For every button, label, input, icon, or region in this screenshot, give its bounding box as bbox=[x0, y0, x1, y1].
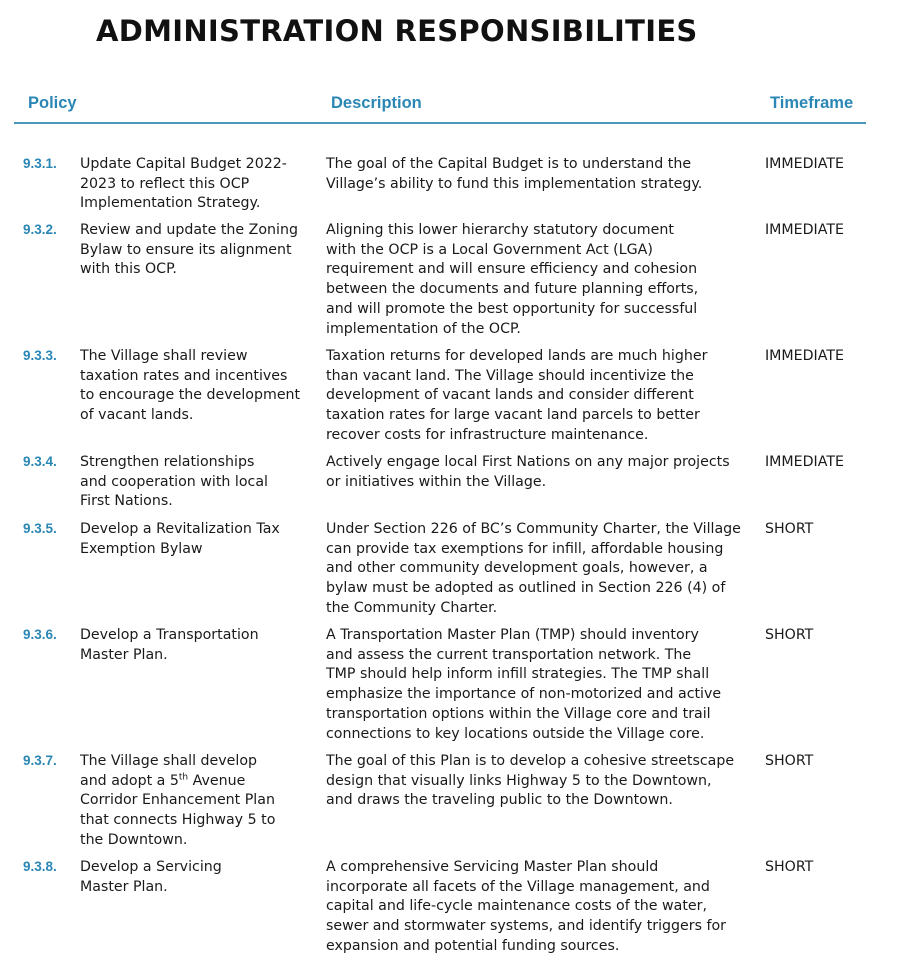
policy-text bbox=[80, 752, 320, 851]
description-line: and draws the traveling public to the Downtown. bbox=[326, 792, 673, 809]
description-line: taxation rates for large vacant land parcels to better bbox=[326, 407, 700, 424]
policy-text bbox=[80, 453, 320, 512]
description-line: Under Section 226 of BC’s Community Charter, the Village bbox=[326, 521, 741, 537]
policy-line: Strengthen relationships bbox=[80, 454, 255, 470]
description-line: can provide tax exemptions for infill, affordable housing bbox=[326, 540, 724, 557]
policy-line: Implementation Strategy. bbox=[80, 195, 261, 212]
description-line: design that visually links Highway 5 to the Downtown, bbox=[326, 772, 712, 789]
description-line: or initiatives within the Village. bbox=[326, 473, 547, 490]
policy-line: the Downtown. bbox=[80, 831, 188, 848]
description-text bbox=[326, 155, 746, 194]
header-divider bbox=[14, 122, 866, 124]
description-line: the Community Charter. bbox=[326, 599, 498, 616]
policy-line bbox=[80, 772, 320, 792]
description-text bbox=[326, 520, 746, 619]
description-line: than vacant land. The Village should incentivize the bbox=[326, 367, 694, 384]
policy-line: Bylaw to ensure its alignment bbox=[80, 241, 292, 258]
policy-line: of vacant lands. bbox=[80, 407, 194, 424]
policy-line: Master Plan. bbox=[80, 646, 168, 663]
policy-line: that connects Highway 5 to bbox=[80, 812, 276, 829]
policy-number: 9.3.7. bbox=[23, 753, 57, 768]
description-line: and assess the current transportation network. The bbox=[326, 646, 692, 663]
description-line: incorporate all facets of the Village management, and bbox=[326, 878, 710, 895]
header-timeframe: Timeframe bbox=[770, 94, 854, 112]
timeframe-value: SHORT bbox=[765, 859, 814, 875]
description-line: connections to key locations outside the Village core. bbox=[326, 725, 705, 742]
description-line: implementation of the OCP. bbox=[326, 320, 521, 337]
description-line: with the OCP is a Local Government Act (LGA) bbox=[326, 241, 653, 258]
policy-line: Update Capital Budget 2022- bbox=[80, 156, 287, 172]
policy-line: Master Plan. bbox=[80, 878, 168, 895]
policy-line: Review and update the Zoning bbox=[80, 222, 298, 238]
page-title: ADMINISTRATION RESPONSIBILITIES bbox=[96, 14, 698, 48]
description-line: emphasize the importance of non-motorized and active bbox=[326, 686, 722, 703]
description-line: development of vacant lands and consider different bbox=[326, 387, 694, 404]
description-line: and will promote the best opportunity for successful bbox=[326, 300, 698, 317]
policy-number: 9.3.4. bbox=[23, 454, 57, 469]
policy-number: 9.3.8. bbox=[23, 859, 57, 874]
description-line: Actively engage local First Nations on any major projects bbox=[326, 454, 730, 470]
policy-line: and cooperation with local bbox=[80, 473, 268, 490]
policy-text bbox=[80, 221, 320, 280]
description-line: bylaw must be adopted as outlined in Section 226 (4) of bbox=[326, 580, 726, 597]
description-text bbox=[326, 347, 746, 446]
policy-line-part: Avenue bbox=[188, 772, 246, 789]
policy-text bbox=[80, 347, 320, 426]
policy-line: First Nations. bbox=[80, 493, 173, 510]
description-line: TMP should help inform infill strategies. The TMP shall bbox=[326, 666, 710, 683]
timeframe-value: IMMEDIATE bbox=[765, 156, 844, 172]
description-line: sewer and stormwater systems, and identify triggers for bbox=[326, 918, 727, 935]
policy-number: 9.3.3. bbox=[23, 348, 57, 363]
policy-line: Develop a Transportation bbox=[80, 627, 259, 643]
policy-line: The Village shall review bbox=[80, 348, 248, 364]
timeframe-value: IMMEDIATE bbox=[765, 454, 844, 470]
header-policy: Policy bbox=[28, 94, 77, 112]
description-text bbox=[326, 858, 746, 957]
description-line: and other community development goals, however, a bbox=[326, 560, 708, 577]
policy-text bbox=[80, 626, 320, 665]
policy-line-part: and adopt a 5 bbox=[80, 772, 179, 789]
policy-text bbox=[80, 155, 320, 214]
policy-number: 9.3.2. bbox=[23, 222, 57, 237]
timeframe-value: IMMEDIATE bbox=[765, 348, 844, 364]
policy-text bbox=[80, 520, 320, 559]
policy-line: The Village shall develop bbox=[80, 753, 258, 769]
description-line: expansion and potential funding sources. bbox=[326, 937, 620, 954]
timeframe-value: IMMEDIATE bbox=[765, 222, 844, 238]
description-text bbox=[326, 453, 746, 492]
timeframe-value: SHORT bbox=[765, 753, 814, 769]
policy-line: with this OCP. bbox=[80, 261, 177, 278]
description-line: transportation options within the Village core and trail bbox=[326, 705, 711, 722]
policy-line: taxation rates and incentives bbox=[80, 367, 288, 384]
description-line: recover costs for infrastructure maintenance. bbox=[326, 426, 649, 443]
description-line: Taxation returns for developed lands are much higher bbox=[326, 348, 708, 364]
description-line: between the documents and future planning efforts, bbox=[326, 281, 699, 298]
header-description: Description bbox=[331, 94, 422, 112]
policy-number: 9.3.1. bbox=[23, 156, 57, 171]
policy-line: 2023 to reflect this OCP bbox=[80, 175, 250, 192]
policy-number: 9.3.6. bbox=[23, 627, 57, 642]
ordinal-superscript: th bbox=[178, 771, 189, 782]
description-line: Village’s ability to fund this implementation strategy. bbox=[326, 175, 703, 192]
description-line: capital and life-cycle maintenance costs of the water, bbox=[326, 898, 707, 915]
description-line: The goal of this Plan is to develop a cohesive streetscape bbox=[326, 753, 735, 769]
description-line: A Transportation Master Plan (TMP) should inventory bbox=[326, 627, 699, 643]
description-text bbox=[326, 221, 746, 339]
description-line: requirement and will ensure efficiency and cohesion bbox=[326, 261, 698, 278]
policy-text bbox=[80, 858, 320, 897]
description-line: The goal of the Capital Budget is to understand the bbox=[326, 156, 692, 172]
timeframe-value: SHORT bbox=[765, 521, 814, 537]
description-text bbox=[326, 626, 746, 744]
policy-line: Corridor Enhancement Plan bbox=[80, 792, 275, 809]
policy-number: 9.3.5. bbox=[23, 521, 57, 536]
description-line: Aligning this lower hierarchy statutory document bbox=[326, 222, 674, 238]
description-text bbox=[326, 752, 746, 811]
description-line: A comprehensive Servicing Master Plan should bbox=[326, 859, 659, 875]
policy-line: Develop a Servicing bbox=[80, 859, 222, 875]
timeframe-value: SHORT bbox=[765, 627, 814, 643]
policy-line: Exemption Bylaw bbox=[80, 540, 203, 557]
policy-line: Develop a Revitalization Tax bbox=[80, 521, 280, 537]
policy-line: to encourage the development bbox=[80, 387, 301, 404]
